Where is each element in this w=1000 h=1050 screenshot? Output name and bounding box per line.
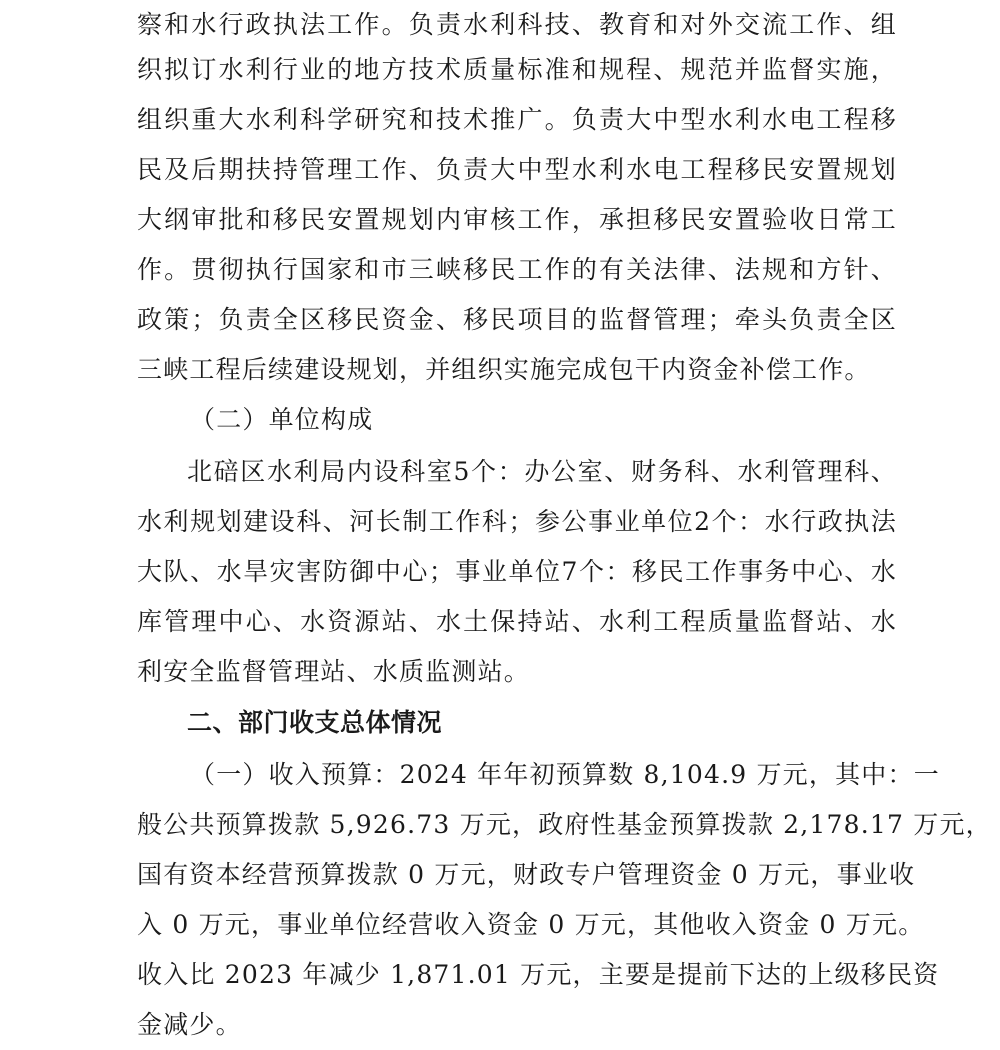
paragraph-line: 利安全监督管理站、水质监测站。 (137, 657, 531, 686)
paragraph-line: 民及后期扶持管理工作、负责大中型水利水电工程移民安置规划 (137, 155, 897, 184)
paragraph-line: 般公共预算拨款 5,926.73 万元，政府性基金预算拨款 2,178.17 万元， (137, 810, 992, 839)
paragraph-line: 组织重大水利科学研究和技术推广。负责大中型水利水电工程移 (137, 105, 897, 134)
section-title: （二）单位构成 (190, 405, 374, 434)
paragraph-line: 三峡工程后续建设规划，并组织实施完成包干内资金补偿工作。 (137, 355, 871, 384)
chapter-heading: 二、部门收支总体情况 (187, 708, 443, 737)
paragraph-line: 作。贯彻执行国家和市三峡移民工作的有关法律、法规和方针、 (137, 255, 897, 284)
paragraph-line: 入 0 万元，事业单位经营收入资金 0 万元，其他收入资金 0 万元。 (137, 910, 925, 939)
paragraph-line: 库管理中心、水资源站、水土保持站、水利工程质量监督站、水 (137, 607, 897, 636)
paragraph-line: 国有资本经营预算拨款 0 万元，财政专户管理资金 0 万元，事业收 (137, 860, 916, 889)
paragraph-line: 北碚区水利局内设科室5个：办公室、财务科、水利管理科、 (187, 457, 897, 486)
paragraph-line: 大队、水旱灾害防御中心；事业单位7个：移民工作事务中心、水 (137, 557, 897, 586)
paragraph-line: 察和水行政执法工作。负责水利科技、教育和对外交流工作、组 (137, 10, 897, 39)
paragraph-line: 收入比 2023 年减少 1,871.01 万元，主要是提前下达的上级移民资 (137, 960, 940, 989)
paragraph-line: 水利规划建设科、河长制工作科；参公事业单位2个：水行政执法 (137, 507, 897, 536)
paragraph-line: （一）收入预算：2024 年年初预算数 8,104.9 万元，其中：一 (190, 760, 940, 789)
paragraph-line: 织拟订水利行业的地方技术质量标准和规程、规范并监督实施， (137, 55, 897, 84)
paragraph-line: 大纲审批和移民安置规划内审核工作，承担移民安置验收日常工 (137, 205, 897, 234)
paragraph-line: 金减少。 (137, 1010, 242, 1039)
paragraph-line: 政策；负责全区移民资金、移民项目的监督管理；牵头负责全区 (137, 305, 897, 334)
